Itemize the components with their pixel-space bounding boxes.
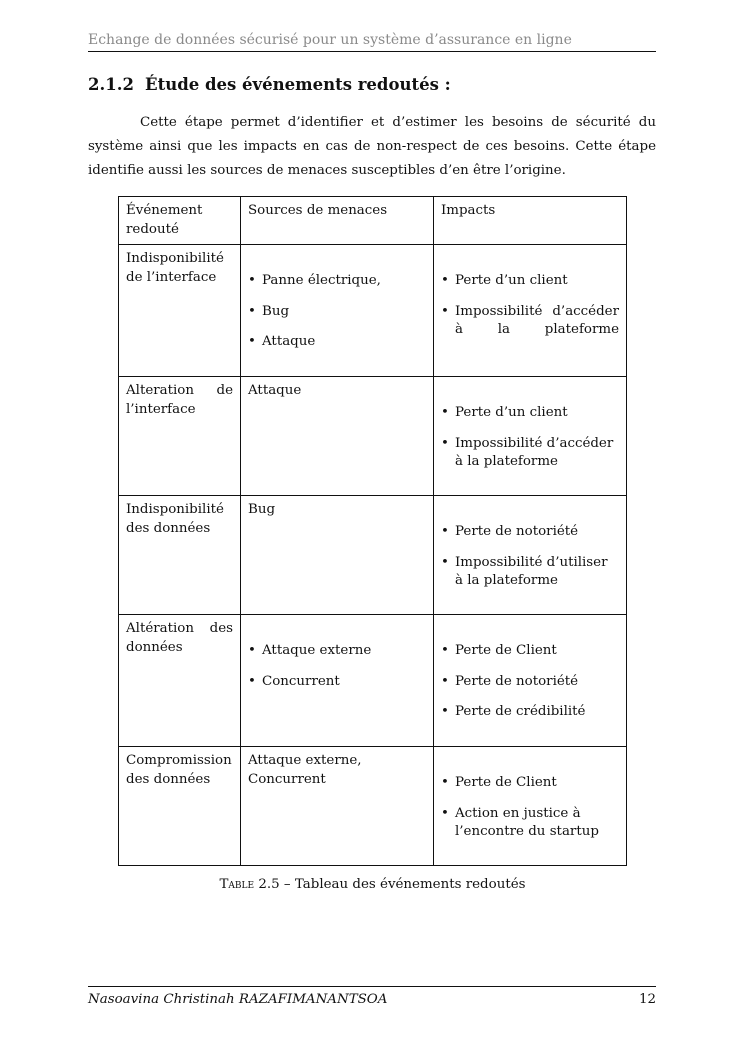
- list-item: • Impossibilité d’utiliser à la plateforme: [441, 554, 619, 591]
- table-row: [119, 615, 627, 747]
- sources-list: [248, 272, 426, 352]
- running-header: Echange de données sécurisé pour un système d’assurance en ligne: [88, 32, 656, 52]
- impacts-cell: [434, 747, 627, 866]
- sources-cell: [241, 615, 434, 747]
- event-cell: Alteration de l’interface: [119, 377, 241, 496]
- impacts-cell: [434, 377, 627, 496]
- list-item: • Attaque: [248, 333, 426, 352]
- caption-separator: –: [283, 877, 291, 892]
- caption-number: 2.5: [258, 877, 280, 892]
- impacts-cell: [434, 496, 627, 615]
- table-row: [119, 747, 627, 866]
- header-event: Événement redouté: [119, 197, 241, 245]
- caption-text: Tableau des événements redoutés: [294, 877, 526, 892]
- table-row: [119, 245, 627, 377]
- header-sources: Sources de menaces: [241, 197, 434, 245]
- sources-cell: Attaque externe, Concurrent: [241, 747, 434, 866]
- list-item: • Perte d’un client: [441, 404, 619, 423]
- header-impacts: Impacts: [434, 197, 627, 245]
- sources-cell: Attaque: [241, 377, 434, 496]
- impacts-list: [441, 523, 619, 591]
- impacts-list: [441, 272, 619, 340]
- section-heading: [88, 75, 451, 94]
- page-number: 12: [638, 992, 656, 1007]
- list-item: • Concurrent: [248, 673, 426, 692]
- sources-cell: Bug: [241, 496, 434, 615]
- sources-cell: [241, 245, 434, 377]
- list-item: • Perte de notoriété: [441, 673, 619, 692]
- list-item: • Perte de Client: [441, 774, 619, 793]
- section-title: Étude des événements redoutés :: [145, 75, 451, 94]
- feared-events-table: [118, 196, 627, 866]
- footer-divider: [88, 986, 656, 987]
- list-item: • Panne électrique,: [248, 272, 426, 291]
- footer-author: Nasoavina Christinah RAZAFIMANANTSOA: [88, 992, 388, 1007]
- list-item: • Perte de Client: [441, 642, 619, 661]
- list-item: • Perte de crédibilité: [441, 703, 619, 722]
- intro-text: Cette étape permet d’identifier et d’estimer les besoins de sécurité du système ainsi que les impacts en cas de non-respect de ces besoins. Cette étape identifie aussi les sources de menaces susceptibles d’en être l’origine.: [88, 115, 656, 178]
- impacts-list: [441, 404, 619, 472]
- table-row: [119, 496, 627, 615]
- list-item: • Bug: [248, 303, 426, 322]
- sources-list: [248, 642, 426, 691]
- table-header-row: [119, 197, 627, 245]
- impacts-cell: [434, 615, 627, 747]
- event-cell: Indisponibilité de l’interface: [119, 245, 241, 377]
- impacts-list: [441, 642, 619, 722]
- event-cell: Indisponibilité des données: [119, 496, 241, 615]
- impacts-list: [441, 774, 619, 842]
- caption-label: Table: [219, 877, 255, 892]
- section-number: 2.1.2: [88, 75, 134, 94]
- impacts-cell: [434, 245, 627, 377]
- intro-paragraph: [88, 111, 656, 183]
- list-item: • Impossibilité d’accéder à la plateforme: [441, 303, 619, 340]
- list-item: • Action en justice à l’encontre du startup: [441, 805, 619, 842]
- event-cell: Compromission des données: [119, 747, 241, 866]
- table-row: [119, 377, 627, 496]
- event-cell: Altération des données: [119, 615, 241, 747]
- list-item: • Attaque externe: [248, 642, 426, 661]
- list-item: • Perte de notoriété: [441, 523, 619, 542]
- list-item: • Perte d’un client: [441, 272, 619, 291]
- table-caption: [0, 877, 745, 892]
- list-item: • Impossibilité d’accéder à la plateforme: [441, 435, 619, 472]
